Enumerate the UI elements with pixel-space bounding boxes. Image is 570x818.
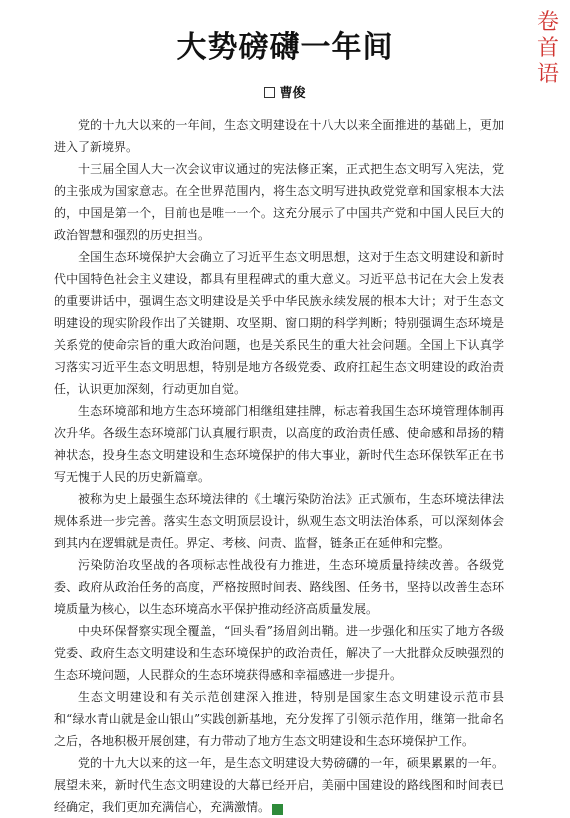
end-mark-icon: ■ (272, 804, 283, 815)
section-label-char: 语 (536, 62, 559, 87)
paragraph: 污染防治攻坚战的各项标志性战役有力推进，生态环境质量持续改善。各级党委、政府从政治任务的高度，严格按照时间表、路线图、任务书，坚持以改善生态环境质量为核心，以生态环境高水平保护推动经济高质量发展。 (54, 558, 504, 616)
section-label-char: 首 (536, 36, 559, 61)
paragraph: 党的十九大以来的一年间，生态文明建设在十八大以来全面推进的基础上，更加进入了新境界。 (54, 118, 504, 154)
paragraph: 全国生态环境保护大会确立了习近平生态文明思想，这对于生态文明建设和新时代中国特色社会主义建设，都具有里程碑式的重大意义。习近平总书记在大会上发表的重要讲话中，强调生态文明建设是关乎中华民族永续发展的根本大计；对于生态文明建设的现实阶段作出了关键期、攻坚期、窗口期的科学判断；特别强调生态环境是关系党的使命宗旨的重大政治问题，也是关系民生的重大社会问题。全国上下认真学习落实习近平生态文明思想，特别是地方各级党委、政府扛起生态文明建设的政治责任，认识更加深刻，行动更加自觉。 (54, 250, 504, 396)
article-body (54, 114, 504, 818)
paragraph: 生态环境部和地方生态环境部门相继组建挂牌，标志着我国生态环境管理体制再次升华。各级生态环境部门认真履行职责，以高度的政治责任感、使命感和昂扬的精神状态，投身生态文明建设和生态环境保护的伟大事业，新时代生态环保铁军正在书写无愧于人民的历史新篇章。 (54, 404, 504, 484)
article-title: 大势磅礴一年间 (176, 30, 394, 65)
paragraph-text: 党的十九大以来的这一年，是生态文明建设大势磅礴的一年，硕果累累的一年。展望未来，新时代生态文明建设的大幕已经开启，美丽中国建设的路线图和时间表已经确定，我们更加充满信心，充满激情。 (54, 756, 504, 814)
section-label-char: 卷 (536, 10, 559, 35)
square-icon (264, 87, 275, 98)
paragraph: 中央环保督察实现全覆盖，“回头看”扬眉剑出鞘。进一步强化和压实了地方各级党委、政府生态文明建设和生态环境保护的政治责任，解决了一大批群众反映强烈的生态环境问题，人民群众的生态环境获得感和幸福感进一步提升。 (54, 624, 504, 682)
byline (0, 82, 570, 101)
paragraph: 被称为史上最强生态环境法律的《土壤污染防治法》正式颁布，生态环境法律法规体系进一步完善。落实生态文明顶层设计，纵观生态文明法治体系，可以深刻体会到其内在逻辑就是责任。界定、考核、问责、监督，链条正在延伸和完整。 (54, 492, 504, 550)
author-name: 曹俊 (279, 86, 306, 101)
paragraph-last (54, 752, 504, 818)
paragraph: 十三届全国人大一次会议审议通过的宪法修正案，正式把生态文明写入宪法，党的主张成为国家意志。在全世界范围内，将生态文明写进执政党党章和国家根本大法的，中国是第一个，目前也是唯一一个。这充分展示了中国共产党和中国人民巨大的政治智慧和强烈的历史担当。 (54, 162, 504, 242)
paragraph: 生态文明建设和有关示范创建深入推进，特别是国家生态文明建设示范市县和“绿水青山就是金山银山”实践创新基地，充分发挥了引领示范作用，继第一批命名之后，各地积极开展创建，有力带动了地方生态文明建设和生态环境保护工作。 (54, 690, 504, 748)
